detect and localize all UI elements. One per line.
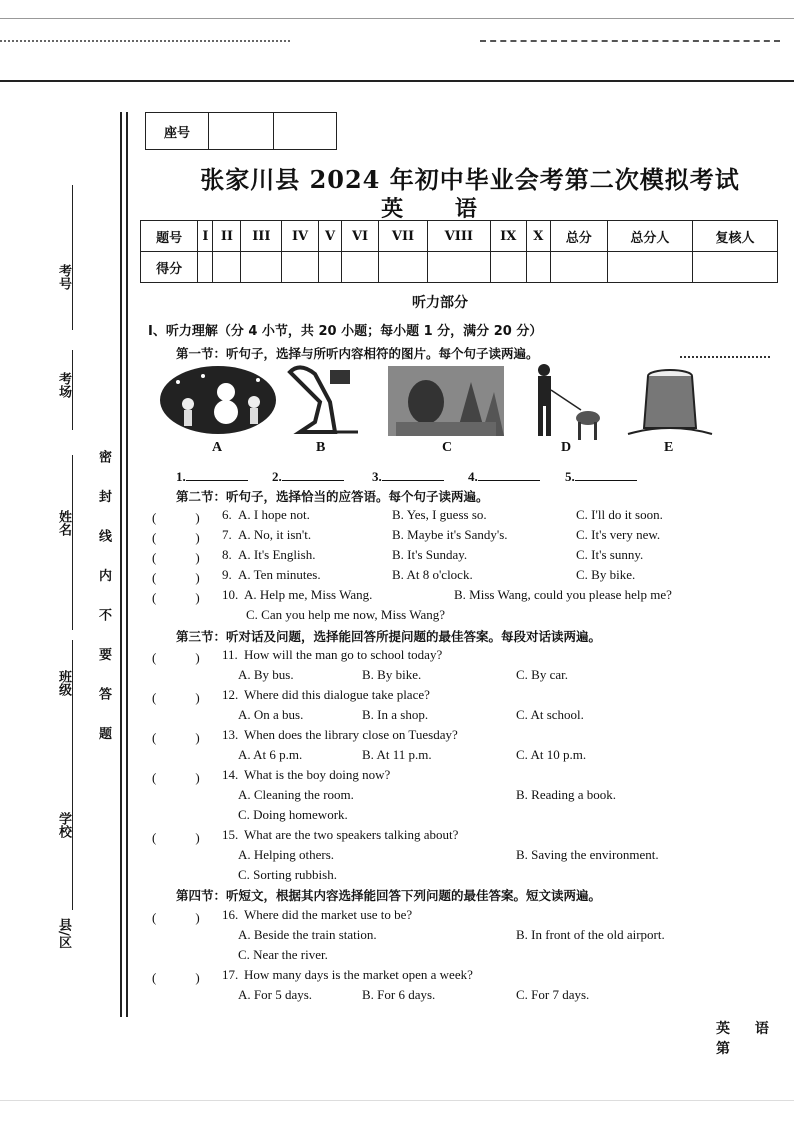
question-bracket[interactable]: ( ) <box>152 510 200 525</box>
seat-number-table <box>145 112 337 150</box>
option-c: C. It's very new. <box>576 527 661 542</box>
faucet-picture <box>280 362 365 440</box>
binding-line-inner <box>126 112 128 1017</box>
question-bracket[interactable]: ( ) <box>152 650 200 665</box>
forest-picture <box>386 362 506 440</box>
question-bracket[interactable]: ( ) <box>152 730 200 745</box>
top-rule <box>0 18 794 19</box>
question-text: How will the man go to school today? <box>244 647 443 662</box>
bottom-rule <box>0 1100 794 1101</box>
sec3-instruction: 第三节：听对话及问题，选择能回答所提问题的最佳答案。每段对话读两遍。 <box>176 629 602 644</box>
option-a: A. I hope not. <box>238 507 310 522</box>
question-number: 8. <box>222 547 232 562</box>
blank-number: 2. <box>272 469 282 484</box>
question-bracket[interactable]: ( ) <box>152 590 200 605</box>
option-b: B. By bike. <box>362 667 422 682</box>
option-b: B. Saving the environment. <box>516 847 659 862</box>
option-a: A. It's English. <box>238 547 316 562</box>
option-a: A. Help me, Miss Wang. <box>244 587 373 602</box>
label-xuexiao: 学校 <box>56 812 71 838</box>
picture-label-e: E <box>664 440 674 455</box>
banji-blank[interactable] <box>72 640 73 790</box>
score-header-cell: 总分 <box>550 221 607 252</box>
score-cell[interactable] <box>342 252 378 283</box>
picture-label-a: A <box>212 440 223 455</box>
option-a: A. On a bus. <box>238 707 304 722</box>
score-cell[interactable] <box>198 252 213 283</box>
question-number: 6. <box>222 507 232 522</box>
label-kaohao: 考号 <box>56 264 71 290</box>
answer-blank-1[interactable] <box>176 468 248 485</box>
picture-label-b: B <box>316 440 326 455</box>
option-a: A. Helping others. <box>238 847 335 862</box>
option-b: B. Miss Wang, could you please help me? <box>454 587 672 602</box>
question-bracket[interactable]: ( ) <box>152 910 200 925</box>
man-walking-dog-picture <box>526 362 606 440</box>
blank-number: 5. <box>565 469 575 484</box>
score-cell[interactable] <box>241 252 282 283</box>
seat-label: 座号 <box>146 113 209 150</box>
option-b: B. It's Sunday. <box>392 547 468 562</box>
exam-title: 张家川县 2024 年初中毕业会考第二次模拟考试 <box>200 165 740 194</box>
answer-blank-4[interactable] <box>468 468 540 485</box>
blank-number: 1. <box>176 469 186 484</box>
question-number: 9. <box>222 567 232 582</box>
blank-number: 3. <box>372 469 382 484</box>
option-b: B. At 11 p.m. <box>362 747 432 762</box>
option-b: B. For 6 days. <box>362 987 436 1002</box>
score-header-cell: VIII <box>428 221 490 252</box>
option-a: A. Ten minutes. <box>238 567 321 582</box>
option-c: C. Near the river. <box>238 947 328 962</box>
score-cell[interactable] <box>378 252 427 283</box>
option-b: B. At 8 o'clock. <box>392 567 473 582</box>
question-bracket[interactable]: ( ) <box>152 970 200 985</box>
score-table <box>140 220 778 283</box>
label-kaochang: 考场 <box>56 372 71 398</box>
sec4-instruction: 第四节：听短文，根据其内容选择能回答下列问题的最佳答案。短文读两遍。 <box>176 888 602 903</box>
score-header-row <box>141 221 778 252</box>
question-text: Where did the market use to be? <box>244 907 413 922</box>
score-cell[interactable] <box>550 252 607 283</box>
option-c: C. By bike. <box>576 567 636 582</box>
blank-number: 4. <box>468 469 478 484</box>
binding-line-outer <box>120 112 122 1017</box>
page-footer: 英 语 第 <box>716 1021 779 1057</box>
question-bracket[interactable]: ( ) <box>152 530 200 545</box>
option-c: C. For 7 days. <box>516 987 590 1002</box>
snowman-kids-picture <box>158 362 278 440</box>
score-cell[interactable] <box>282 252 318 283</box>
question-number: 16. <box>222 907 239 922</box>
option-c: C. Can you help me now, Miss Wang? <box>246 607 445 622</box>
label-xingming: 姓名 <box>56 510 71 536</box>
option-c: C. At 10 p.m. <box>516 747 587 762</box>
option-b: B. Reading a book. <box>516 787 617 802</box>
option-a: A. Beside the train station. <box>238 927 377 942</box>
question-text: How many days is the market open a week? <box>244 967 473 982</box>
question-number: 17. <box>222 967 239 982</box>
score-header-cell: V <box>318 221 342 252</box>
score-header-cell: VII <box>378 221 427 252</box>
subject-title: 英 语 <box>381 196 499 222</box>
xingming-blank[interactable] <box>72 455 73 630</box>
kaohao-blank[interactable] <box>72 185 73 330</box>
score-header-cell: VI <box>342 221 378 252</box>
option-a: A. At 6 p.m. <box>238 747 303 762</box>
answer-blank-5[interactable] <box>565 468 637 485</box>
score-cell[interactable] <box>607 252 692 283</box>
score-row-label: 得分 <box>141 252 198 283</box>
picture-label-c: C <box>442 440 453 455</box>
seat-cell-2[interactable] <box>274 113 337 150</box>
option-c: C. Doing homework. <box>238 807 348 822</box>
answer-blank-2[interactable] <box>272 468 344 485</box>
option-a: A. For 5 days. <box>238 987 313 1002</box>
option-a: A. Cleaning the room. <box>238 787 354 802</box>
part1-heading: I、听力理解（分 4 小节，共 20 小题；每小题 1 分，满分 20 分） <box>148 324 543 339</box>
question-text: When does the library close on Tuesday? <box>244 727 458 742</box>
question-bracket[interactable]: ( ) <box>152 830 200 845</box>
score-cell[interactable] <box>318 252 342 283</box>
score-row <box>141 252 778 283</box>
option-c: C. At school. <box>516 707 584 722</box>
score-cell[interactable] <box>526 252 550 283</box>
sec1-instruction: 第一节：听句子，选择与所听内容相符的图片。每个句子读两遍。 <box>176 346 539 361</box>
score-cell[interactable] <box>213 252 241 283</box>
question-number: 15. <box>222 827 239 842</box>
xuexiao-blank[interactable] <box>72 790 73 910</box>
seat-cell-1[interactable] <box>209 113 274 150</box>
score-header-cell: II <box>213 221 241 252</box>
section-title: 听力部分 <box>412 295 468 311</box>
question-number: 10. <box>222 587 239 602</box>
question-bracket[interactable]: ( ) <box>152 570 200 585</box>
option-b: B. In a shop. <box>362 707 429 722</box>
option-c: C. I'll do it soon. <box>576 507 663 522</box>
option-a: A. By bus. <box>238 667 294 682</box>
tree-stump-picture <box>626 362 714 440</box>
option-c: C. It's sunny. <box>576 547 644 562</box>
score-header-cell: 总分人 <box>607 221 692 252</box>
score-header-cell: X <box>526 221 550 252</box>
option-b: B. In front of the old airport. <box>516 927 665 942</box>
answer-blank-3[interactable] <box>372 468 444 485</box>
score-header-cell: IX <box>490 221 526 252</box>
question-bracket[interactable]: ( ) <box>152 690 200 705</box>
question-number: 7. <box>222 527 232 542</box>
question-number: 14. <box>222 767 239 782</box>
option-c: C. Sorting rubbish. <box>238 867 337 882</box>
question-text: Where did this dialogue take place? <box>244 687 430 702</box>
option-b: B. Yes, I guess so. <box>392 507 487 522</box>
label-xianqu: 县/区 <box>56 918 71 949</box>
question-bracket[interactable]: ( ) <box>152 770 200 785</box>
seal-line-notice: 密 封 线 内 不 要 答 题 <box>96 450 111 751</box>
picture-label-d: D <box>561 440 572 455</box>
header-rule <box>0 80 794 82</box>
question-number: 12. <box>222 687 239 702</box>
question-number: 11. <box>222 647 238 662</box>
faded-header-text <box>0 40 290 42</box>
score-header-cell: 复核人 <box>692 221 777 252</box>
question-text: What is the boy doing now? <box>244 767 391 782</box>
kaochang-blank[interactable] <box>72 350 73 430</box>
option-a: A. No, it isn't. <box>238 527 312 542</box>
faded-header-rule <box>480 40 780 42</box>
sec2-instruction: 第二节：听句子，选择恰当的应答语。每个句子读两遍。 <box>176 489 489 504</box>
question-bracket[interactable]: ( ) <box>152 550 200 565</box>
score-header-cell: 题号 <box>141 221 198 252</box>
score-header-cell: I <box>198 221 213 252</box>
question-number: 13. <box>222 727 239 742</box>
option-c: C. By car. <box>516 667 568 682</box>
score-cell[interactable] <box>490 252 526 283</box>
label-banji: 班级 <box>56 670 71 696</box>
score-header-cell: IV <box>282 221 318 252</box>
question-text: What are the two speakers talking about? <box>244 827 459 842</box>
score-cell[interactable] <box>692 252 777 283</box>
option-b: B. Maybe it's Sandy's. <box>392 527 508 542</box>
score-cell[interactable] <box>428 252 490 283</box>
score-header-cell: III <box>241 221 282 252</box>
